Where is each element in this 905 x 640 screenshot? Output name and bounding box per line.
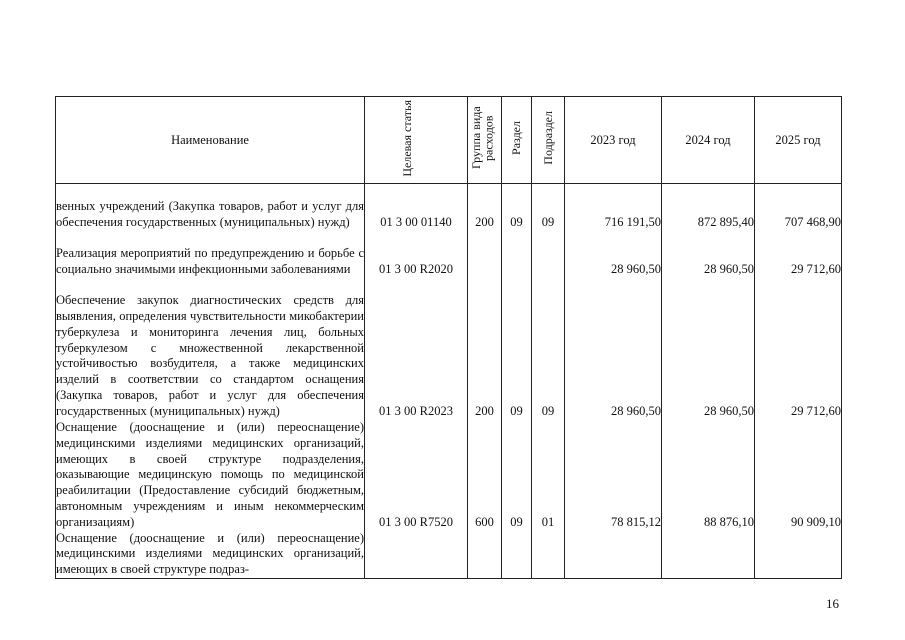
table-row: [56, 420, 842, 531]
header-target-article: [365, 97, 468, 184]
header-row: [56, 97, 842, 184]
row-2023: 716 191,50: [565, 184, 662, 231]
row-2023: 28 960,50: [565, 278, 662, 420]
budget-table: [55, 96, 842, 579]
row-2023: [565, 531, 662, 579]
row-target: 01 3 00 01140: [365, 184, 468, 231]
header-section-label: Раздел: [509, 121, 524, 155]
row-2024: 88 876,10: [662, 420, 755, 531]
header-group-label: Группа вида расходов: [468, 106, 496, 170]
row-target: 01 3 00 R2023: [365, 278, 468, 420]
table-row: [56, 278, 842, 420]
table-row: [56, 184, 842, 231]
row-group: 200: [468, 278, 502, 420]
header-2025: 2025 год: [755, 97, 842, 184]
header-section: [502, 97, 532, 184]
row-section: [502, 231, 532, 278]
table-row: [56, 531, 842, 579]
row-subsection: [532, 531, 565, 579]
row-subsection: [532, 231, 565, 278]
row-2024: [662, 531, 755, 579]
row-subsection: 01: [532, 420, 565, 531]
row-2025: 707 468,90: [755, 184, 842, 231]
row-section: 09: [502, 184, 532, 231]
row-2025: 29 712,60: [755, 278, 842, 420]
row-section: [502, 531, 532, 579]
row-2025: [755, 531, 842, 579]
row-2024: 872 895,40: [662, 184, 755, 231]
header-expense-group: [468, 97, 502, 184]
row-name: Оснащение (дооснащение и (или) переоснащение) медицинскими изделиями медицинских организаций, имеющих в своей структуре подраз-: [56, 531, 365, 579]
header-2023: 2023 год: [565, 97, 662, 184]
header-name: Наименование: [56, 97, 365, 184]
table-row: [56, 231, 842, 278]
header-subsection: [532, 97, 565, 184]
row-2024: 28 960,50: [662, 278, 755, 420]
row-name: венных учреждений (Закупка товаров, работ и услуг для обеспечения государственных (муниципальных) нужд): [56, 184, 365, 231]
row-2023: 78 815,12: [565, 420, 662, 531]
row-2024: 28 960,50: [662, 231, 755, 278]
row-name: Оснащение (дооснащение и (или) переоснащение) медицинскими изделиями медицинских организаций, имеющих в своей структуре подразделения, оказывающие медицинскую помощь по медицинской реабилитации (Предоставление субсидий бюджетным, автономным учреждениям и иным некоммерческим организациям): [56, 419, 364, 529]
row-section: 09: [502, 278, 532, 420]
header-target-label: Целевая статья: [400, 99, 414, 177]
row-2025: 29 712,60: [755, 231, 842, 278]
row-name: Обеспечение закупок диагностических средств для выявления, определения чувствительности микобактерии туберкулеза и мониторинга лечения лиц, больных туберкулезом с множественной лекарственной устойчивостью возбудителя, а также медицинских изделий в соответствии со стандартом оснащения (Закупка товаров, работ и услуг для обеспечения государственных (муниципальных) нужд): [56, 278, 365, 420]
row-target: 01 3 00 R2020: [365, 231, 468, 278]
row-section: 09: [502, 420, 532, 531]
row-target: [365, 531, 468, 579]
row-group: [468, 531, 502, 579]
header-subsection-label: Подраздел: [540, 111, 555, 165]
row-2025: 90 909,10: [755, 420, 842, 531]
row-subsection: 09: [532, 184, 565, 231]
row-target: 01 3 00 R7520: [365, 420, 468, 531]
row-subsection: 09: [532, 278, 565, 420]
header-2024: 2024 год: [662, 97, 755, 184]
page-number: 16: [826, 596, 839, 611]
row-2023: 28 960,50: [565, 231, 662, 278]
row-group: 600: [468, 420, 502, 531]
row-group: 200: [468, 184, 502, 231]
row-name: Реализация мероприятий по предупреждению и борьбе с социально значимыми инфекционными заболеваниями: [56, 231, 365, 278]
row-group: [468, 231, 502, 278]
